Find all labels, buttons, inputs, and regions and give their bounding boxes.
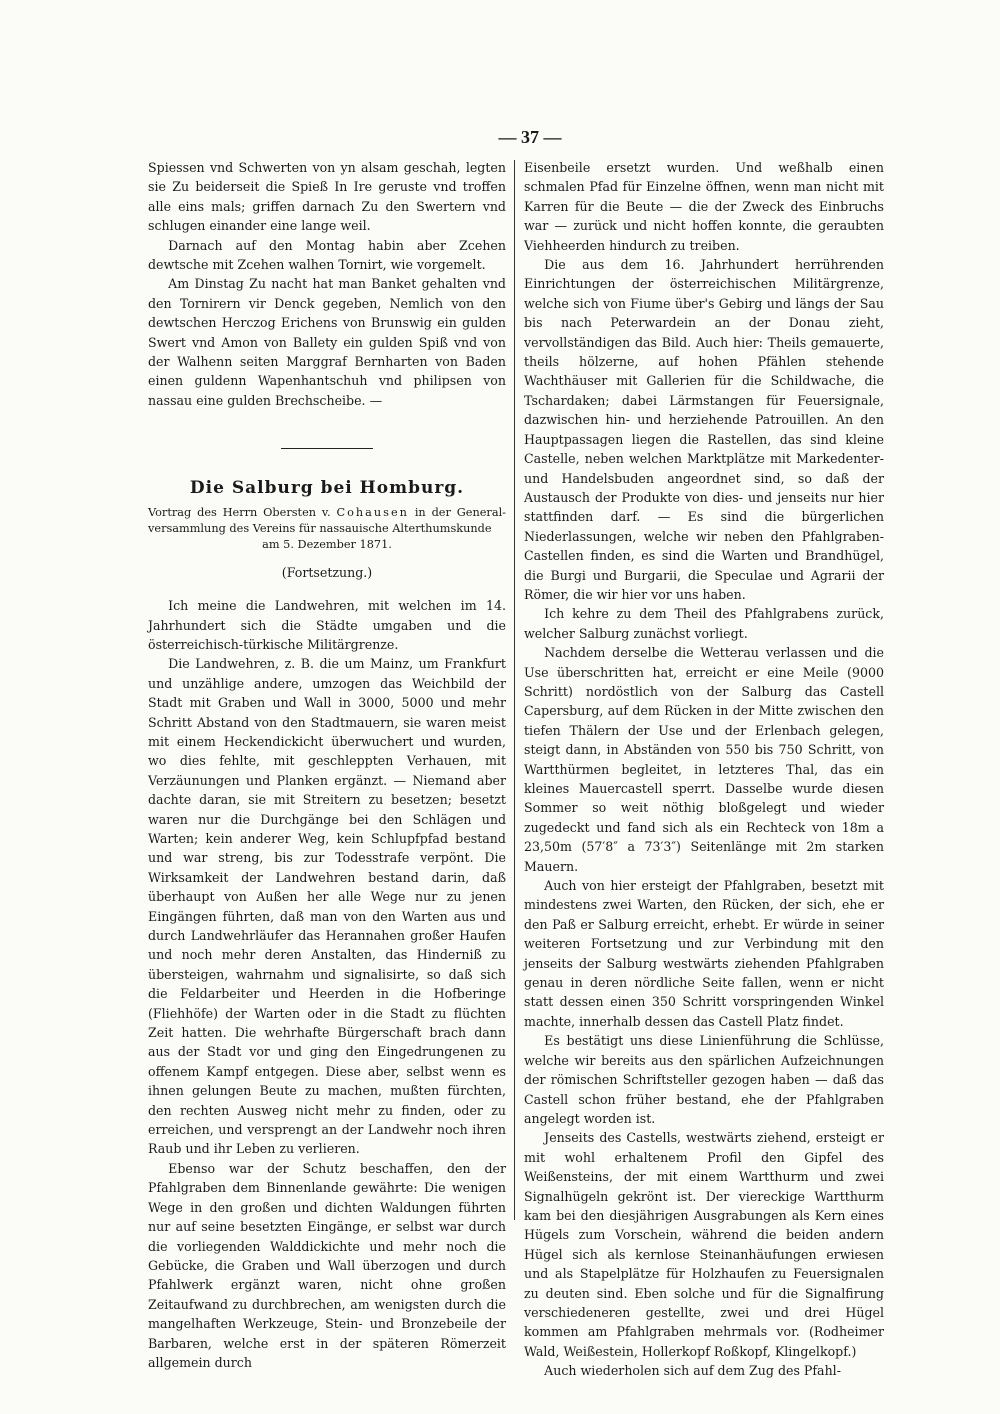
paragraph: Es bestätigt uns diese Linienführung die Schlüsse, welche wir bereits aus den spärlichen Aufzeichnungen der römischen Schriftsteller gezogen haben — daß das Castell schon früher bestand, ehe der Pfahlgraben angelegt worden ist. <box>524 1033 884 1126</box>
left-column <box>148 158 506 1372</box>
page-number: — 37 — <box>498 127 562 147</box>
paragraph: Ich kehre zu dem Theil des Pfahlgrabens zurück, welcher Salburg zunächst vorliegt. <box>524 606 884 641</box>
paragraph: Am Dinstag Zu nacht hat man Banket gehalten vnd den Tornirern vir Denck gegeben, Nemlich von den dewtschen Herczog Erichens von Brunswig ein gulden Swert vnd Amon von Ballety ein gulden Spiß vnd von der Walhenn seiten Marggraf Bernharten von Baden einen guldenn Wapenhantschuh vnd philipsen von nassau eine gulden Brechscheibe. — <box>148 276 506 408</box>
right-column <box>524 158 884 1381</box>
column-divider <box>514 160 515 1220</box>
paragraph: Auch von hier ersteigt der Pfahlgraben, besetzt mit mindestens zwei Warten, den Rücken, der sich, ehe er den Paß er Salburg erreicht, erhebt. Er würde in seiner weiteren Fortsetzung und zur Verbindung mit den jenseits der Salburg westwärts ziehenden Pfahlgraben genau in deren nördliche Seite fallen, wenn er nicht statt dessen einen 350 Schritt vorspringenden Winkel machte, innerhalb dessen das Castell Platz findet. <box>524 878 884 1029</box>
section-divider <box>281 448 373 449</box>
paragraph: Spiessen vnd Schwerten von yn alsam geschah, legten sie Zu beiderseit die Spieß In Ire geruste vnd troffen alle eins mals; griffen darnach Zu den Swertern vnd schlugen einander eine lange weil. <box>148 160 506 234</box>
paragraph: Ebenso war der Schutz beschaffen, den der Pfahlgraben dem Binnenlande gewährte: Die wenigen Wege in den großen und dichten Waldungen führten nur auf seine besetzten Eingänge, er selbst war durch die vorliegenden Walddickichte und mehr noch die Gebücke, die Graben und Wall überzogen und durch Pfahlwerk ergänzt waren, nicht ohne großen Zeitaufwand zu durchbrechen, am wenigsten durch die mangelhaften Werkzeuge, Stein- und Bronzebeile der Barbaren, welche erst in der späteren Römerzeit allgemein durch <box>148 1160 506 1370</box>
paragraph: Auch wiederholen sich auf dem Zug des Pfahl- <box>544 1363 841 1379</box>
continuation-note: (Fortsetzung.) <box>281 564 373 580</box>
paragraph: Ich meine die Landwehren, mit welchen im 14. Jahrhundert sich die Städte umgaben und die österreichisch-türkische Militärgrenze. <box>148 598 506 652</box>
subtitle-text: Vortrag des Herrn Obersten v. <box>148 505 331 519</box>
paragraph: Die Landwehren, z. B. die um Mainz, um Frankfurt und unzählige andere, umzogen das Weichbild der Stadt mit Graben und Wall in 3000, 5000 und mehr Schritt Abstand von den Stadtmauern, sie waren meist mit einem Heckendickicht überwuchert und wurden, wo dies fehlte, mit geschleppten Verhauen, mit Verzäunungen und Planken ergänzt. — Niemand aber dachte daran, sie mit Streitern zu besetzen; besetzt waren nur die Durchgänge bei den Schlägen und Warten; kein anderer Weg, kein Schlupfpfad bestand und war streng, bis zur Todesstrafe verpönt. Die Wirksamkeit der Landwehren bestand darin, daß überhaupt von Außen her alle Wege nur zu jenen Eingängen führten, daß man von den Warten aus und durch Landwehrläufer das Herannahen großer Haufen und noch mehr deren Anstalten, das Hinderniß zu übersteigen, wahrnahm und signalisirte, so daß sich die Feldarbeiter und Heerden in die Hofberinge (Fliehhöfe) der Warten oder in die Stadt zu flüchten Zeit hatten. Die wehrhafte Bürgerschaft brach dann aus der Stadt vor und ging den Eingedrungenen zu offenem Kampf entgegen. Diese aber, selbst wenn es ihnen gelungen Beute zu machen, mußten fürchten, den rechten Ausweg nicht mehr zu finden, oder zu erreichen, und versprengt an der Landwehr noch ihren Raub und ihr Leben zu verlieren. <box>148 656 506 1157</box>
author-name: Cohausen <box>336 505 409 519</box>
paragraph: Darnach auf den Montag habin aber Zcehen dewtsche mit Zcehen walhen Tornirt, wie vorgemelt. <box>148 237 506 273</box>
subtitle-date: am 5. Dezember 1871. <box>262 537 392 551</box>
paragraph: Nachdem derselbe die Wetterau verlassen und die Use überschritten hat, erreicht er eine Meile (9000 Schritt) nordöstlich von der Salburg das Castell Capersburg, auf dem Rücken in der Mitte zwischen den tiefen Thälern der Use und der Erlenbach gelegen, steigt dann, in Abständen von 550 bis 750 Schritt, von Wartthürmen begleitet, in letzteres Thal, das ein kleines Mauercastell sperrt. Dasselbe wurde diesen Sommer so weit nöthig bloßgelegt und wieder zugedeckt und fand sich als ein Rechteck von 18m a 23,50m (57′8″ a 73′3″) Seitenlänge mit 2m starken Mauern. <box>524 645 884 874</box>
article-title: Die Salburg bei Homburg. <box>189 478 465 499</box>
subtitle-text: in der General-versammlung des Vereins für nassauische Alterthumskunde <box>148 505 506 535</box>
paragraph: Eisenbeile ersetzt wurden. Und weßhalb einen schmalen Pfad für Einzelne öffnen, wenn man nicht mit Karren für die Beute — die der Zweck des Einbruchs war — zurück und nicht hoffen konnte, die geraubten Viehheerden hindurch zu treiben. <box>524 160 884 253</box>
paragraph: Die aus dem 16. Jahrhundert herrührenden Einrichtungen der österreichischen Militärgrenze, welche sich von Fiume über's Gebirg und längs der Sau bis nach Peterwardein an der Donau zieht, vervollständigen das Bild. Auch hier: Theils gemauerte, theils hölzerne, auf hohen Pfählen stehende Wachthäuser mit Gallerien für die Schildwache, die Tschardaken; dabei Lärmstangen für Feuersignale, dazwischen hin- und herziehende Patrouillen. An den Hauptpassagen liegen die Rastellen, das sind kleine Castelle, neben welchen Marktplätze mit Markedenter- und Handelsbuden angeordnet sind, so daß der Austausch der Produkte von dies- und jenseits nur hier stattfinden darf. — Es sind die bürgerlichen Niederlassungen, welche wir neben den Pfahlgraben-Castellen finden, es sind die Warten und Brandhügel, die Burgi und Burgarii, die Speculae und Agrarii der Römer, die wir hier vor uns haben. <box>524 257 884 602</box>
article-subtitle <box>148 505 506 537</box>
paragraph: Jenseits des Castells, westwärts ziehend, ersteigt er mit wohl erhaltenem Profil den Gipfel des Weißensteins, der mit einem Wartthurm und zwei Signalhügeln gekrönt ist. Der viereckige Wartthurm kam bei den diesjährigen Ausgrabungen als Kern eines Hügels zum Vorschein, während die beiden andern Hügel sich als kernlose Steinanhäufungen erwiesen und als Stapelplätze für Holzhaufen zu Feuersignalen zu deuten sind. Eben solche und für die Signalfirung verschiedeneren gestellte, zwei und drei Hügel kommen am Pfahlgraben mehrmals vor. (Rodheimer Wald, Weißestein, Hollerkopf Roßkopf, Klingelkopf.) <box>524 1130 884 1359</box>
